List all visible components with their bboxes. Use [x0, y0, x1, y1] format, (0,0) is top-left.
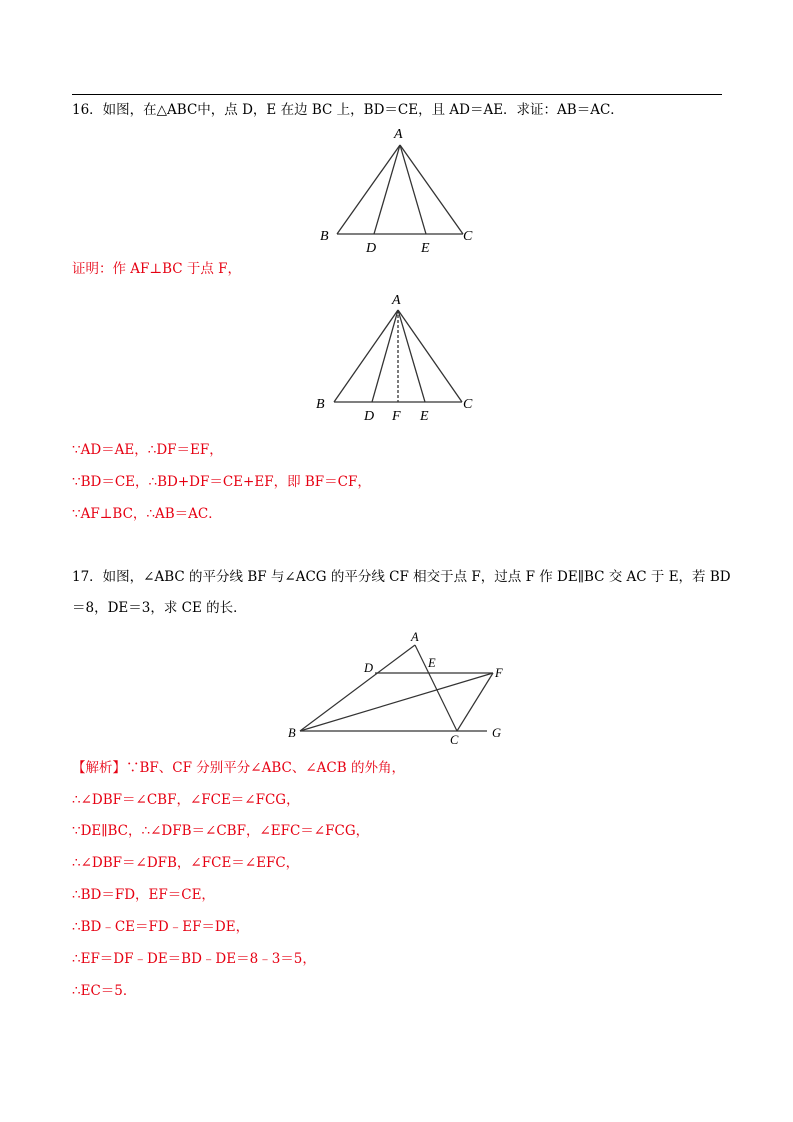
label-G: G	[492, 726, 502, 740]
figure-16-triangle	[310, 122, 480, 257]
solution-step-6: ∴BD﹣CE＝FD﹣EF＝DE，	[72, 919, 250, 935]
label-B: B	[288, 726, 296, 740]
solution-step-7: ∴EF＝DF﹣DE＝BD﹣DE＝8﹣3＝5，	[72, 951, 316, 967]
label-A: A	[392, 293, 401, 308]
proof-step-1: ∵AD＝AE，∴DF＝EF，	[72, 442, 223, 458]
label-F: F	[495, 666, 503, 680]
label-D: D	[366, 241, 377, 256]
header-rule	[72, 94, 722, 95]
solution-step-5: ∴BD＝FD，EF＝CE，	[72, 887, 215, 903]
label-C: C	[450, 733, 459, 747]
label-D: D	[364, 409, 375, 424]
proof-step-2: ∵BD＝CE，∴BD+DF＝CE+EF，即 BF＝CF，	[72, 474, 371, 490]
label-E: E	[421, 241, 430, 256]
proof-intro: 证明：作 AF⊥BC 于点 F，	[72, 261, 242, 277]
label-E: E	[428, 656, 436, 670]
problem-17-statement-line2: ＝8，DE＝3，求 CE 的长．	[72, 600, 247, 616]
label-E: E	[420, 409, 429, 424]
label-C: C	[463, 397, 473, 412]
solution-step-4: ∴∠DBF＝∠DFB，∠FCE＝∠EFC，	[72, 855, 300, 871]
figure-16-triangle-with-altitude	[308, 288, 480, 428]
label-A: A	[411, 630, 419, 644]
label-F: F	[392, 409, 401, 424]
solution-step-8: ∴EC＝5．	[72, 983, 137, 999]
solution-step-2: ∴∠DBF＝∠CBF，∠FCE＝∠FCG，	[72, 792, 300, 808]
problem-16-statement: 16．如图，在△ABC中，点 D，E 在边 BC 上，BD＝CE，且 AD＝AE．求证：AB＝AC．	[72, 102, 624, 118]
proof-step-3: ∵AF⊥BC，∴AB＝AC．	[72, 506, 222, 522]
solution-step-3: ∵DE∥BC，∴∠DFB＝∠CBF，∠EFC＝∠FCG，	[72, 823, 370, 839]
figure-17-angle-bisectors	[282, 626, 512, 748]
problem-17-statement-line1: 17．如图，∠ABC 的平分线 BF 与∠ACG 的平分线 CF 相交于点 F，过点 F 作 DE∥BC 交 AC 于 E，若 BD	[72, 569, 731, 585]
label-B: B	[320, 229, 329, 244]
label-C: C	[463, 229, 473, 244]
label-B: B	[316, 397, 325, 412]
solution-step-1: 【解析】∵BF、CF 分别平分∠ABC、∠ACB 的外角，	[72, 760, 405, 776]
label-A: A	[394, 127, 403, 142]
label-D: D	[364, 661, 374, 675]
